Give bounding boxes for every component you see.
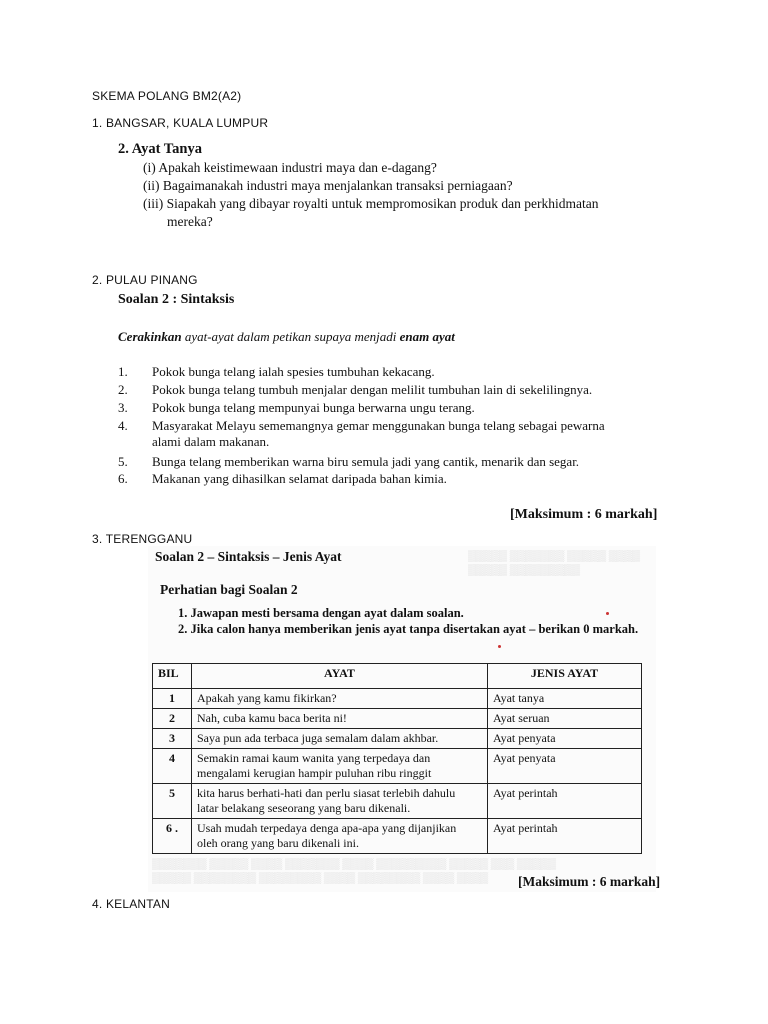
row-jenis: Ayat perintah — [488, 819, 642, 854]
table-row — [153, 709, 642, 729]
row-ayat — [192, 709, 488, 729]
row-number: 1 — [153, 689, 192, 709]
section-3-marks: [Maksimum : 6 markah] — [518, 874, 661, 889]
ayat-line: Semakin ramai kaum wanita yang terpedaya dan — [197, 751, 431, 765]
table-row — [153, 784, 642, 819]
list-item-continued: alami dalam makanan. — [152, 434, 270, 449]
ayat-line: mengalami kerugian hampir puluhan ribu ringgit — [197, 766, 432, 780]
ayat-line: latar belakang seseorang yang baru dikenali. — [197, 801, 411, 815]
list-item-number: 1. — [118, 364, 128, 379]
jenis-ayat-table — [152, 663, 642, 854]
ayat-line: kita harus berhati-hati dan perlu siasat terlebih dahulu — [197, 786, 456, 800]
section-3-title: Soalan 2 – Sintaksis – Jenis Ayat — [155, 549, 342, 564]
section-2-title: Soalan 2 : Sintaksis — [118, 292, 235, 307]
instruction-bold: enam ayat — [399, 329, 455, 344]
list-item: Bunga telang memberikan warna biru semula jadi yang cantik, menarik dan segar. — [152, 454, 580, 469]
column-header: AYAT — [192, 664, 488, 689]
section-1-line: (i) Apakah keistimewaan industri maya dan e-dagang? — [143, 160, 437, 175]
section-4-heading: 4. KELANTAN — [92, 897, 171, 911]
section-1-line: (iii) Siapakah yang dibayar royalti untuk mempromosikan produk dan perkhidmatan — [143, 196, 599, 211]
table-header-row — [153, 664, 642, 689]
section-1-title: 2. Ayat Tanya — [118, 141, 202, 157]
row-jenis: Ayat tanya — [488, 689, 642, 709]
row-number: 4 — [153, 749, 192, 784]
row-ayat — [192, 819, 488, 854]
list-item-number: 6. — [118, 471, 128, 486]
instruction-bold: Cerakinkan — [118, 329, 182, 344]
column-header: JENIS AYAT — [488, 664, 642, 689]
row-jenis: Ayat penyata — [488, 729, 642, 749]
list-item: Pokok bunga telang tumbuh menjalar dengan melilit tumbuhan lain di sekelilingnya. — [152, 382, 593, 397]
section-2-instruction — [118, 329, 455, 345]
section-3-heading: 3. TERENGGANU — [92, 532, 193, 546]
list-item-number: 4. — [118, 418, 128, 433]
instruction-text: ayat-ayat dalam petikan supaya menjadi — [181, 329, 400, 344]
table-row — [153, 729, 642, 749]
bleed-through-text: ▒▒▒▒▒▒▒ ▒▒▒▒▒ ▒▒▒▒ ▒▒▒▒▒▒▒ ▒▒▒▒ ▒▒▒▒▒▒▒▒▒ ▒▒▒▒▒ ▒▒▒ ▒▒▒▒▒ — [152, 858, 556, 870]
section-3-note: 1. Jawapan mesti bersama dengan ayat dalam soalan. — [178, 606, 464, 620]
list-item: Makanan yang dihasilkan selamat daripada bahan kimia. — [152, 471, 447, 486]
list-item: Pokok bunga telang ialah spesies tumbuhan kekacang. — [152, 364, 435, 379]
ink-speck — [498, 645, 501, 648]
row-ayat — [192, 729, 488, 749]
table-row — [153, 749, 642, 784]
row-ayat — [192, 749, 488, 784]
ayat-line: Nah, cuba kamu baca berita ni! — [197, 711, 347, 725]
row-jenis: Ayat perintah — [488, 784, 642, 819]
bleed-through-text: ▒▒▒▒▒ ▒▒▒▒▒▒▒▒ ▒▒▒▒▒▒▒▒ ▒▒▒▒ ▒▒▒▒▒▒▒▒ ▒▒▒▒ ▒▒▒▒ — [152, 872, 489, 884]
ayat-line: Usah mudah terpedaya denga apa-apa yang dijanjikan — [197, 821, 457, 835]
section-1-line: mereka? — [167, 214, 213, 229]
ayat-line: Apakah yang kamu fikirkan? — [197, 691, 337, 705]
table-row — [153, 819, 642, 854]
section-2-heading: 2. PULAU PINANG — [92, 273, 198, 287]
ink-speck — [606, 612, 609, 615]
row-ayat — [192, 689, 488, 709]
section-1-heading: 1. BANGSAR, KUALA LUMPUR — [92, 116, 269, 130]
list-item: Masyarakat Melayu sememangnya gemar menggunakan bunga telang sebagai pewarna — [152, 418, 605, 433]
row-number: 6 . — [153, 819, 192, 854]
bleed-through-text: ▒▒▒▒▒ ▒▒▒▒▒▒▒ ▒▒▒▒▒ ▒▒▒▒ — [468, 550, 640, 562]
list-item: Pokok bunga telang mempunyai bunga berwarna ungu terang. — [152, 400, 475, 415]
list-item-number: 5. — [118, 454, 128, 469]
table-row — [153, 689, 642, 709]
list-item-number: 2. — [118, 382, 128, 397]
ayat-line: oleh orang yang baru dikenali ini. — [197, 836, 359, 850]
bleed-through-text: ▒▒▒▒▒ ▒▒▒▒▒▒▒▒▒ — [468, 564, 580, 576]
section-3-note: 2. Jika calon hanya memberikan jenis ayat tanpa disertakan ayat – berikan 0 markah. — [178, 622, 639, 636]
list-item-number: 3. — [118, 400, 128, 415]
section-2-marks: [Maksimum : 6 markah] — [510, 507, 658, 522]
column-header: BIL — [153, 664, 192, 689]
section-1-line: (ii) Bagaimanakah industri maya menjalankan transaksi perniagaan? — [143, 178, 513, 193]
row-number: 2 — [153, 709, 192, 729]
row-number: 5 — [153, 784, 192, 819]
ayat-line: Saya pun ada terbaca juga semalam dalam akhbar. — [197, 731, 439, 745]
row-ayat — [192, 784, 488, 819]
row-jenis: Ayat seruan — [488, 709, 642, 729]
section-3-subtitle: Perhatian bagi Soalan 2 — [160, 582, 298, 597]
row-number: 3 — [153, 729, 192, 749]
document-title: SKEMA POLANG BM2(A2) — [92, 89, 242, 103]
row-jenis: Ayat penyata — [488, 749, 642, 784]
